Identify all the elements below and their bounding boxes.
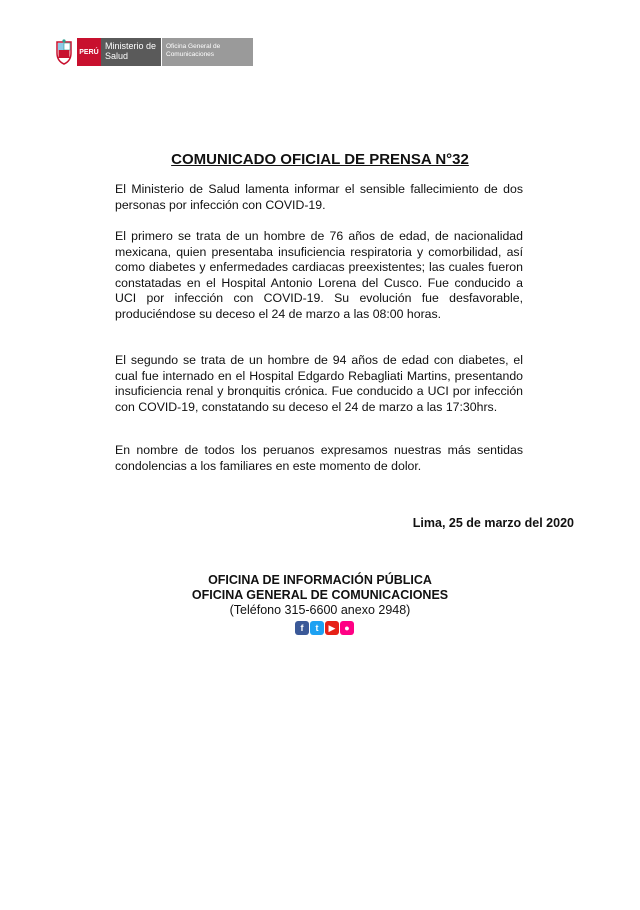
ministry-logo: [53, 38, 253, 66]
footer-phone: (Teléfono 315-6600 anexo 2948): [229, 603, 411, 617]
document-title: COMUNICADO OFICIAL DE PRENSA N°32: [171, 151, 469, 168]
office-label: Oficina General de Comunicaciones: [161, 38, 253, 66]
flickr-icon[interactable]: ●: [340, 621, 354, 635]
footer-office-public-info: OFICINA DE INFORMACIÓN PÚBLICA: [208, 573, 432, 587]
facebook-icon[interactable]: f: [295, 621, 309, 635]
document-date: Lima, 25 de marzo del 2020: [412, 516, 574, 530]
paragraph-intro: El Ministerio de Salud lamenta informar el sensible fallecimiento de dos personas por infección con COVID-19.: [115, 182, 523, 212]
coat-of-arms-icon: [53, 38, 75, 66]
social-icons: [295, 621, 354, 635]
ministry-label: Ministerio de Salud: [101, 38, 161, 66]
paragraph-second-case: El segundo se trata de un hombre de 94 años de edad con diabetes, el cual fue internado en el Hospital Edgardo Rebagliati Martins, presentando insuficiencia renal y bronquitis crónica. Fue conducido a UCI por infección con COVID-19, constatando su deceso el 24 de marzo a las 17:30hrs.: [115, 353, 523, 414]
twitter-icon[interactable]: t: [310, 621, 324, 635]
paragraph-first-case: El primero se trata de un hombre de 76 años de edad, de nacionalidad mexicana, quien presentaba insuficiencia respiratoria y comorbilidad, así como diabetes y enfermedades cardiacas preexistentes; las cuales fueron constatadas en el Hospital Antonio Lorena del Cusco. Fue conducido a UCI por infección con COVID-19. Su evolución fue desfavorable, produciéndose su deceso el 24 de marzo a las 08:00 horas.: [115, 229, 523, 321]
footer-office-communications: OFICINA GENERAL DE COMUNICACIONES: [191, 588, 449, 602]
peru-label: PERÚ: [77, 38, 101, 66]
youtube-icon[interactable]: ▶: [325, 621, 339, 635]
paragraph-condolences: En nombre de todos los peruanos expresamos nuestras más sentidas condolencias a los familiares en este momento de dolor.: [115, 443, 523, 473]
